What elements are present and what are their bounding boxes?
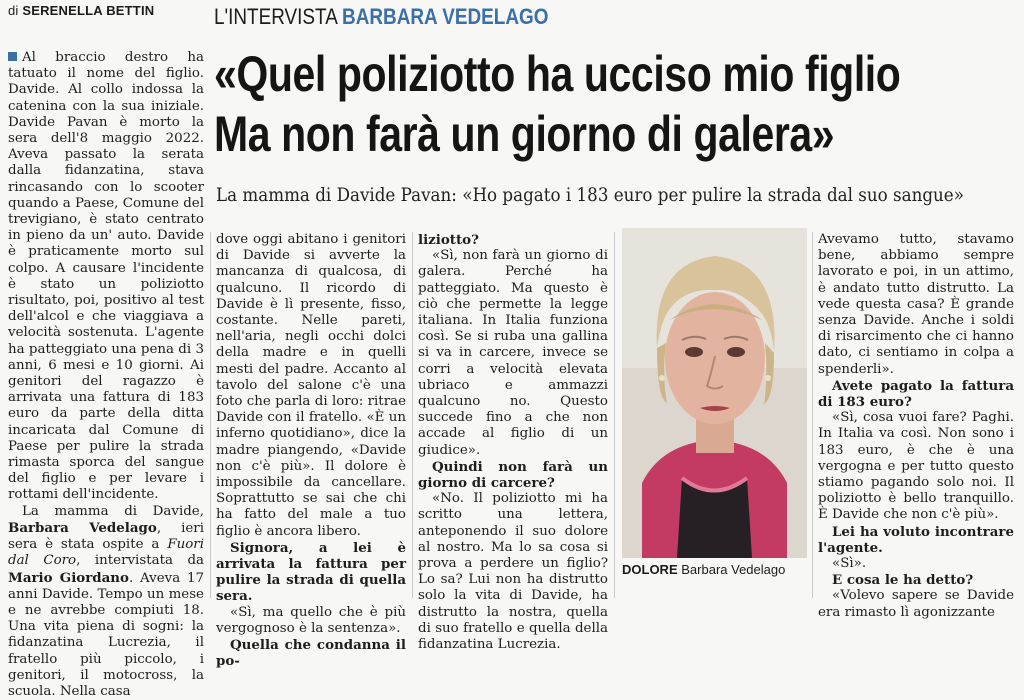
caption-text: Barbara Vedelago	[681, 562, 786, 577]
kicker-label: L'INTERVISTA	[214, 4, 337, 29]
interview-answer: «Sì, cosa vuoi fare? Paghi. In Italia va così. Non sono i 183 euro, è che è una vergogna e per tutto questo stiamo pagando solo noi. Il poliziotto è bello tranquillo. È Davide che non c'è più».	[818, 410, 1014, 523]
interview-question: Signora, a lei è arrivata la fattura per pulire la strada di quella sera.	[216, 539, 406, 605]
interview-answer: «Sì».	[832, 556, 867, 572]
lead-square-marker	[8, 52, 17, 61]
article-column-2	[216, 232, 406, 670]
interview-question: Avete pagato la fattura di 183 euro?	[818, 377, 1014, 411]
column-divider	[412, 232, 413, 598]
interview-answer: «Sì, ma quello che è più vergognoso è la sentenza».	[216, 604, 406, 636]
interview-question: Quella che condanna il po-	[216, 637, 406, 670]
portrait-illustration	[622, 228, 807, 558]
column-divider	[812, 232, 813, 598]
interview-question: Lei ha voluto incontrare l'agente.	[818, 523, 1014, 556]
interview-answer: «Sì, non farà un giorno di galera. Perché ha patteggiato. Ma questo è ciò che permette la legge italiana. In Italia funziona così. Se si ruba una gallina si va in carcere, invece se corri a velocità elevata ubriaco e ammazzi qualcuno no. Questo succede fino a che non accade al figlio di un giudice».	[418, 248, 608, 458]
byline	[8, 3, 154, 18]
kicker	[214, 3, 548, 31]
interview-answer: «No. Il poliziotto mi ha scritto una lettera, anteponendo il suo dolore al nostro. Ma lo sa cosa si prova a perdere un figlio? Lo sa? Lui non ha distrutto solo la vita di Davide, ha distrutto la nostra, quella di suo fratello e quella della fidanzatina Lucrezia.	[418, 491, 608, 653]
name-mario-giordano: Mario Giordano	[8, 569, 129, 586]
byline-prefix: di	[8, 3, 19, 18]
name-barbara-vedelago: Barbara Vedelago	[8, 519, 157, 536]
interview-question: Quindi non farà un giorno di carcere?	[418, 458, 608, 492]
headline-line-2: Ma non farà un giorno di galera»	[214, 106, 835, 162]
paragraph: dove oggi abitano i genitori di Davide si avverte la mancanza di qualcosa, di qualcuno. Il ricordo di Davide è lì presente, fisso, costante. Nelle pareti, nell'aria, negli occhi dolci della madre e in quelli mesti del padre. Accanto al tavolo del salone c'è una foto che parla di loro: ritrae Davide con il fratello. «È un inferno quotidiano», dice la madre piangendo, «Davide non c'è più». Il dolore è impossibile da cancellare. Soprattutto se sai che chi ha fatto del male a tuo figlio è ancora libero.	[216, 232, 406, 539]
article-column-1	[8, 50, 205, 699]
article-column-3	[418, 232, 608, 653]
caption-label: DOLORE	[622, 562, 678, 577]
headline-line-1: «Quel poliziotto ha ucciso mio figlio	[214, 46, 901, 102]
show-title: Fuori dal Coro	[8, 537, 204, 569]
portrait-photo	[622, 228, 807, 558]
column-divider	[614, 232, 615, 598]
interview-answer: Avevamo tutto, stavamo bene, abbiamo sempre lavorato e poi, in un attimo, è andato tutto distrutto. La vede questa casa? È grande senza Davide. Anche i soldi di risarcimento che ci hanno dato, ci sentiamo in colpa a spenderli».	[818, 232, 1014, 377]
interview-question: liziotto?	[418, 232, 479, 248]
photo-caption	[622, 562, 785, 577]
paragraph: La mamma di Davide, Barbara Vedelago, ieri sera è stata ospite a Fuori dal Coro, intervistata da Mario Giordano. Aveva 17 anni Davide. Tempo un mese e ne avrebbe compiuti 18. Una vita piena di sogni: la fidanzatina Lucrezia, il fratello più piccolo, i genitori, il motocross, la scuola. Nella casa	[8, 503, 205, 699]
interview-answer: «Volevo sapere se Davide era rimasto lì agonizzante	[818, 588, 1014, 620]
article-column-4	[818, 232, 1014, 620]
kicker-name: BARBARA VEDELAGO	[342, 4, 549, 29]
byline-author: SERENELLA BETTIN	[22, 3, 155, 18]
subheadline: La mamma di Davide Pavan: «Ho pagato i 183 euro per pulire la strada dal suo sangue»	[216, 184, 964, 206]
column-divider	[210, 232, 211, 598]
lead-paragraph: Al braccio destro ha tatuato il nome del figlio. Davide. Al collo indossa la catenina con la sua iniziale. Davide Pavan è morto la sera dell'8 maggio 2022. Aveva passato la serata dalla fidanzatina, stava rincasando con lo scooter quando a Paese, Comune del trevigiano, è stato centrato in pieno da un' auto. Davide è praticamente morto sul colpo. A causare l'incidente è stato un poliziotto risultato, poi, positivo al test dell'alcol e che viaggiava a velocità sostenuta. L'agente ha patteggiato una pena di 3 anni, 6 mesi e 10 giorni. Ai genitori del ragazzo è arrivata una fattura di 183 euro da parte della ditta incaricata dal Comune di Paese per pulire la strada rimasta sporca del sangue del figlio e per levare i rottami dell'incidente.	[8, 50, 204, 503]
interview-question: E cosa le ha detto?	[832, 572, 974, 589]
